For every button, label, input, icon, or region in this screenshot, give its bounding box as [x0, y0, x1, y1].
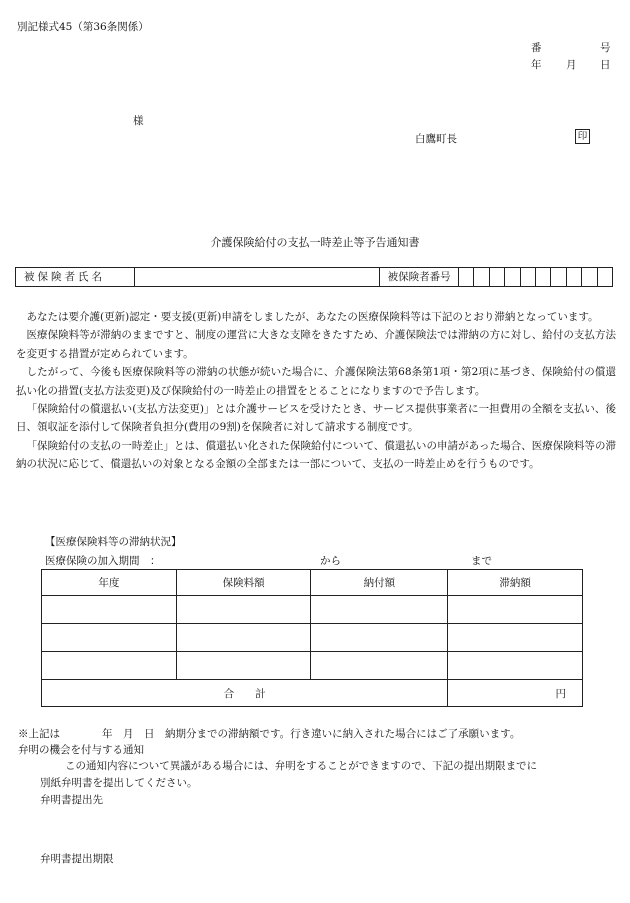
- insured-person-bar: [15, 267, 613, 287]
- table-row: [42, 596, 583, 624]
- table-cell[interactable]: [42, 596, 177, 624]
- table-row: [42, 652, 583, 680]
- note-hearing-text: この通知内容について異議がある場合には、弁明をすることができますので、下記の提出期限までに: [65, 760, 538, 772]
- column-header: 滞納額: [448, 570, 583, 596]
- insured-number-digit[interactable]: [582, 268, 597, 286]
- table-cell[interactable]: [311, 596, 448, 624]
- submission-destination-label: 弁明書提出先: [40, 794, 103, 806]
- table-cell[interactable]: [176, 652, 311, 680]
- column-header: 年度: [42, 570, 177, 596]
- body-paragraph: 「保険給付の支払の一時差止」とは、償還払い化された保険給付について、償還払いの申請があった場合、医療保険料等の滞納の状況に応じて、償還払いの対象となる金額の全部または一部について、支払の一時差止めを行うものです。: [16, 439, 616, 471]
- table-cell[interactable]: [448, 652, 583, 680]
- insured-number-digit[interactable]: [490, 268, 505, 286]
- number-label: 番: [531, 42, 542, 54]
- note-hearing-text-cont: 別紙弁明書を提出してください。: [40, 777, 198, 789]
- number-suffix-label: 号: [600, 42, 611, 54]
- table-cell[interactable]: [176, 624, 311, 652]
- table-cell[interactable]: [176, 596, 311, 624]
- insured-number-digit[interactable]: [505, 268, 520, 286]
- table-cell[interactable]: [448, 596, 583, 624]
- notice-body: [16, 308, 616, 474]
- insured-number-digit[interactable]: [551, 268, 566, 286]
- note-arrears-date: ※上記は 年 月 日 納期分までの滞納額です。行き違いに納入された場合にはご了承願います。: [18, 728, 521, 740]
- total-row: [42, 680, 583, 707]
- insured-number-digit[interactable]: [598, 268, 612, 286]
- body-paragraph: したがって、今後も医療保険料等の滞納の状態が続いた場合に、介護保険法第68条第1項・第2項に基づき、保険給付の償還払い化の措置(支払方法変更)及び保険給付の一時差止の措置をとることになりますので予告します。: [16, 366, 616, 397]
- submission-deadline-label: 弁明書提出期限: [40, 853, 114, 865]
- day-label: 日: [600, 59, 611, 71]
- total-label: 合 計: [42, 680, 448, 707]
- table-cell[interactable]: [42, 624, 177, 652]
- insured-name-label: 被保険者氏名: [16, 268, 135, 286]
- insured-number-digit[interactable]: [536, 268, 551, 286]
- form-number: 別記様式45（第36条関係）: [17, 21, 149, 33]
- issuer-mayor: 白鷹町長: [415, 133, 457, 145]
- insured-number-digit[interactable]: [521, 268, 536, 286]
- seal-stamp-box: 印: [575, 129, 590, 144]
- document-title: 介護保険給付の支払一時差止等予告通知書: [210, 236, 420, 249]
- table-cell[interactable]: [448, 624, 583, 652]
- arrears-table: [41, 569, 583, 707]
- table-cell[interactable]: [42, 652, 177, 680]
- body-paragraph: 「保険給付の償還払い(支払方法変更)」とは介護サービスを受けたとき、サービス提供事業者に一担費用の全額を支払い、後日、領収証を添付して保険者負担分(費用の9割)を保険者に対して請求する制度です。: [16, 403, 616, 434]
- period-to: まで: [471, 555, 492, 567]
- month-label: 月: [566, 59, 577, 71]
- table-cell[interactable]: [311, 624, 448, 652]
- column-header: 保険料額: [176, 570, 311, 596]
- addressee-honorific: 様: [133, 115, 144, 127]
- body-paragraph: 医療保険料等が滞納のままですと、制度の運営に大きな支障をきたすため、介護保険法では滞納の方に対し、給付の支払方法を変更する措置が定められています。: [16, 329, 616, 360]
- table-row: [42, 624, 583, 652]
- period-label: 医療保険の加入期間 ：: [45, 555, 161, 567]
- column-header: 納付額: [311, 570, 448, 596]
- arrears-section-title: 【医療保険料等の滞納状況】: [45, 536, 182, 548]
- insured-number-digit[interactable]: [474, 268, 489, 286]
- insurance-period-row: [45, 553, 585, 569]
- insured-number-label: 被保険者番号: [380, 268, 459, 286]
- body-paragraph: あなたは要介護(更新)認定・要支援(更新)申請をしましたが、あなたの医療保険料等は下記のとおり滞納となっています。: [26, 311, 599, 323]
- total-unit: 円: [448, 680, 583, 707]
- table-header-row: [42, 570, 583, 596]
- period-from: から: [320, 555, 341, 567]
- insured-number-digit[interactable]: [567, 268, 582, 286]
- note-hearing-heading: 弁明の機会を付与する通知: [18, 744, 144, 756]
- insured-number-digit[interactable]: [459, 268, 474, 286]
- insured-name-field[interactable]: [135, 268, 380, 286]
- year-label: 年: [531, 59, 542, 71]
- table-cell[interactable]: [311, 652, 448, 680]
